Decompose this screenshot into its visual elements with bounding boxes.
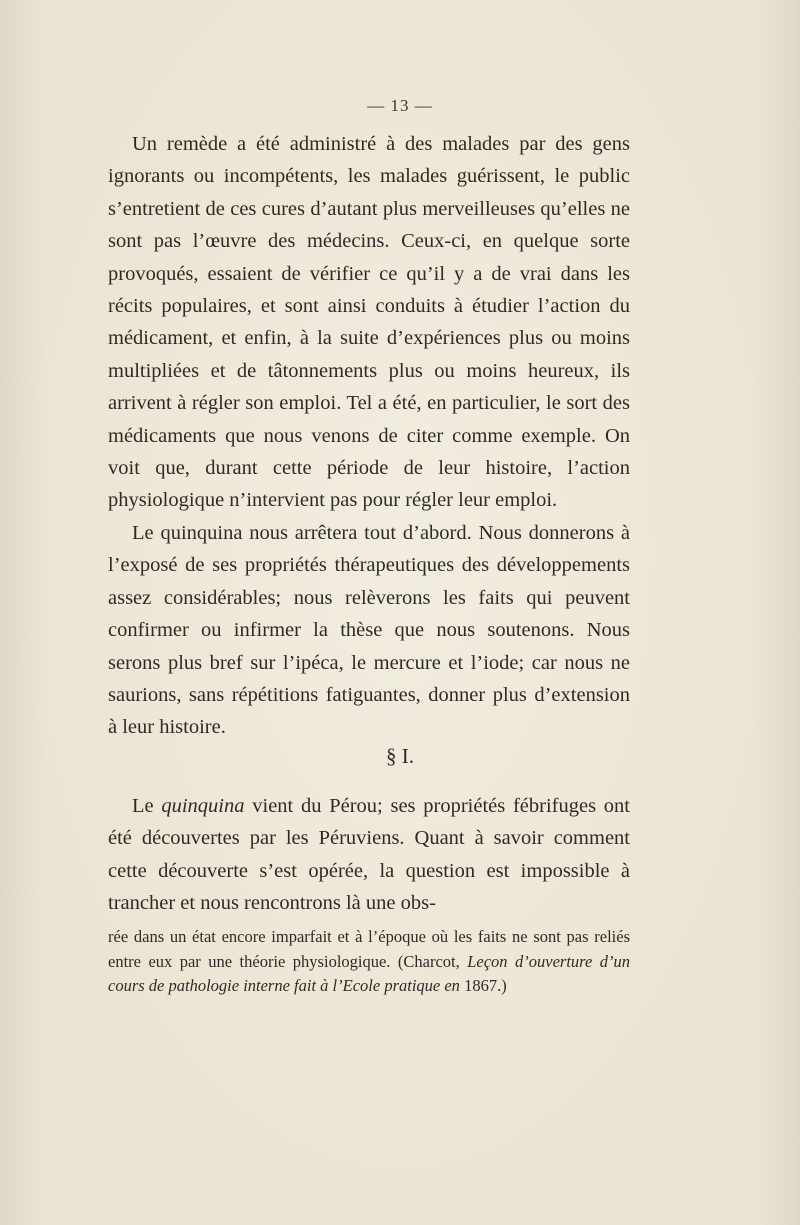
section-paragraph-prefix: Le	[132, 795, 162, 817]
section-paragraph-rest: vient du Pérou; ses propriétés fébrifuges ont été découvertes par les Péruviens. Quant à savoir comment cette découverte s’est opérée, la question est impossible à trancher et nous rencontrons là une obs-	[108, 795, 630, 915]
footnote-text-start: rée dans un état encore imparfait et à l’époque où les faits ne sont pas reliés entre eux par une théorie physiologique. (Charcot,	[108, 927, 630, 971]
page-number: — 13 —	[367, 96, 433, 115]
section-paragraph	[108, 790, 630, 920]
section-paragraph-italic: quinquina	[161, 795, 245, 817]
main-text	[108, 128, 630, 744]
paragraph-1: Un remède a été administré à des malades par des gens ignorants ou incompétents, les malades guérissent, le public s’entretient de ces cures d’autant plus merveilleuses qu’elles ne sont pas l’œuvre des médecins. Ceux-ci, en quelque sorte provoqués, essaient de vérifier ce qu’il y a de vrai dans les récits populaires, et sont ainsi conduits à étudier l’action du médicament, et enfin, à la suite d’expériences plus ou moins multipliées et de tâtonnements plus ou moins heureux, ils arrivent à régler son emploi. Tel a été, en particulier, le sort des médicaments que nous venons de citer comme exemple. On voit que, durant cette période de leur histoire, l’action physiologique n’intervient pas pour régler leur emploi.	[108, 133, 630, 512]
paragraph-2: Le quinquina nous arrêtera tout d’abord. Nous donnerons à l’exposé de ses propriétés thérapeutiques des développements assez considérables; nous relèverons les faits qui peuvent confirmer ou infirmer la thèse que nous soutenons. Nous serons plus bref sur l’ipéca, le mercure et l’iode; car nous ne saurions, sans répétitions fatiguantes, donner plus d’extension à leur histoire.	[108, 521, 630, 739]
section-text	[108, 790, 630, 920]
footnote	[108, 925, 630, 999]
footnote-text-end: 1867.)	[459, 976, 507, 996]
footnote-italic: Leçon d’ouverture d’un cours de pathologie interne fait à l’Ecole pratique en	[108, 951, 630, 996]
section-heading: § I.	[386, 744, 414, 768]
